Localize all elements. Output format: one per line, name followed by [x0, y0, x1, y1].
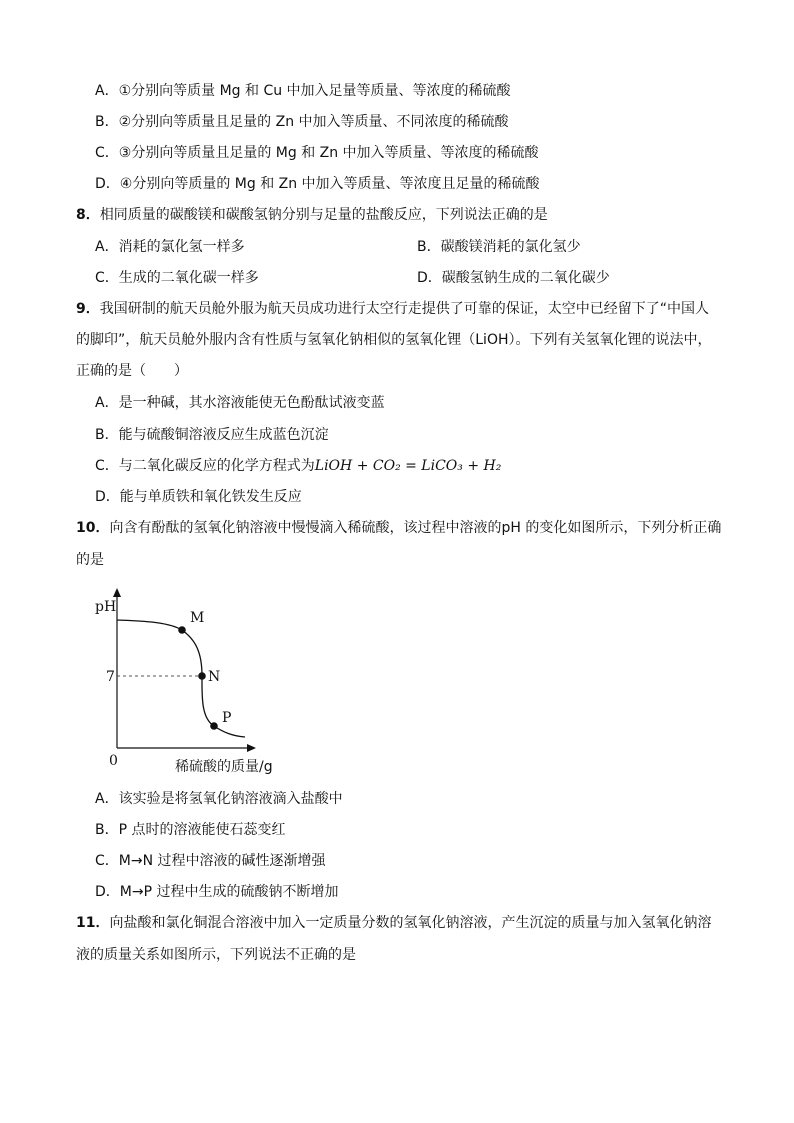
q7-option-d: D．④分别向等质量的 Mg 和 Zn 中加入等质量、等浓度且足量的稀硫酸 — [95, 176, 540, 192]
q8-option-a: A．消耗的氯化氢一样多 — [95, 239, 245, 255]
q8-stem-text: 相同质量的碳酸镁和碳酸氢钠分别与足量的盐酸反应，下列说法正确的是 — [99, 207, 548, 223]
q8-number: 8． — [76, 207, 100, 223]
point-m-label: M — [190, 610, 205, 626]
q10-stem-line-2: 的是 — [76, 552, 104, 568]
q7-option-c: C．③分别向等质量且足量的 Mg 和 Zn 中加入等质量、等浓度的稀硫酸 — [95, 145, 539, 161]
q10-option-a: A．该实验是将氢氧化钠溶液滴入盐酸中 — [95, 791, 343, 807]
q9-option-c-text: C．与二氧化碳反应的化学方程式为 — [95, 458, 315, 474]
q8-option-c: C．生成的二氧化碳一样多 — [95, 270, 259, 286]
q9-option-a: A．是一种碱，其水溶液能使无色酚酞试液变蓝 — [95, 395, 385, 411]
q9-option-c — [95, 456, 501, 476]
point-n-label: N — [208, 669, 221, 685]
q9-stem-line-1 — [76, 299, 709, 319]
q9-option-d: D．能与单质铁和氧化铁发生反应 — [95, 489, 302, 505]
q11-stem-line-1 — [76, 913, 711, 933]
ph-titration-graph — [90, 588, 290, 778]
y-axis-label: pH — [95, 599, 117, 615]
q7-option-a: A．①分别向等质量 Mg 和 Cu 中加入足量等质量、等浓度的稀硫酸 — [95, 83, 511, 99]
x-axis-arrow — [247, 744, 256, 752]
origin-label: 0 — [109, 753, 118, 769]
q11-number: 11． — [76, 915, 110, 931]
point-m-marker — [178, 626, 186, 634]
q9-stem-text-1: 我国研制的航天员舱外服为航天员成功进行太空行走提供了可靠的保证，太空中已经留下了“中国人 — [99, 301, 710, 317]
q10-stem-text-1: 向含有酚酞的氢氧化钠溶液中慢慢滴入稀硫酸，该过程中溶液的pH 的变化如图所示，下列分析正确 — [109, 520, 722, 536]
y-axis-arrow — [113, 588, 121, 597]
q8-option-d: D．碳酸氢钠生成的二氧化碳少 — [417, 270, 610, 286]
point-p-label: P — [222, 710, 232, 726]
q11-stem-line-2: 液的质量关系如图所示，下列说法不正确的是 — [76, 947, 356, 963]
q9-stem-line-3: 正确的是（ ） — [76, 363, 188, 379]
q7-option-b: B．②分别向等质量且足量的 Zn 中加入等质量、不同浓度的稀硫酸 — [95, 114, 509, 130]
q11-stem-text-1: 向盐酸和氯化铜混合溶液中加入一定质量分数的氢氧化钠溶液，产生沉淀的质量与加入氢氧化钠溶 — [109, 915, 712, 931]
q10-option-b: B．P 点时的溶液能使石蕊变红 — [95, 822, 286, 838]
point-n-marker — [198, 672, 206, 680]
x-axis-label: 稀硫酸的质量/g — [175, 759, 273, 775]
point-p-marker — [210, 722, 218, 730]
q10-number: 10． — [76, 520, 110, 536]
q9-option-b: B．能与硫酸铜溶液反应生成蓝色沉淀 — [95, 427, 329, 443]
q9-stem-line-2: 的脚印”，航天员舱外服内含有性质与氢氧化钠相似的氢氧化锂（LiOH）。下列有关氢氧化锂的说法中， — [76, 332, 712, 348]
q8-option-b: B．碳酸镁消耗的氯化氢少 — [417, 239, 581, 255]
y-tick-7: 7 — [106, 669, 115, 685]
q10-option-c: C．M→N 过程中溶液的碱性逐渐增强 — [95, 853, 326, 869]
q9-option-c-equation: LiOH + CO₂ = LiCO₃ + H₂ — [314, 458, 502, 474]
q10-stem-line-1 — [76, 518, 721, 538]
q8-stem — [76, 205, 548, 225]
q9-number: 9． — [76, 301, 100, 317]
q10-option-d: D．M→P 过程中生成的硫酸钠不断增加 — [95, 884, 339, 900]
